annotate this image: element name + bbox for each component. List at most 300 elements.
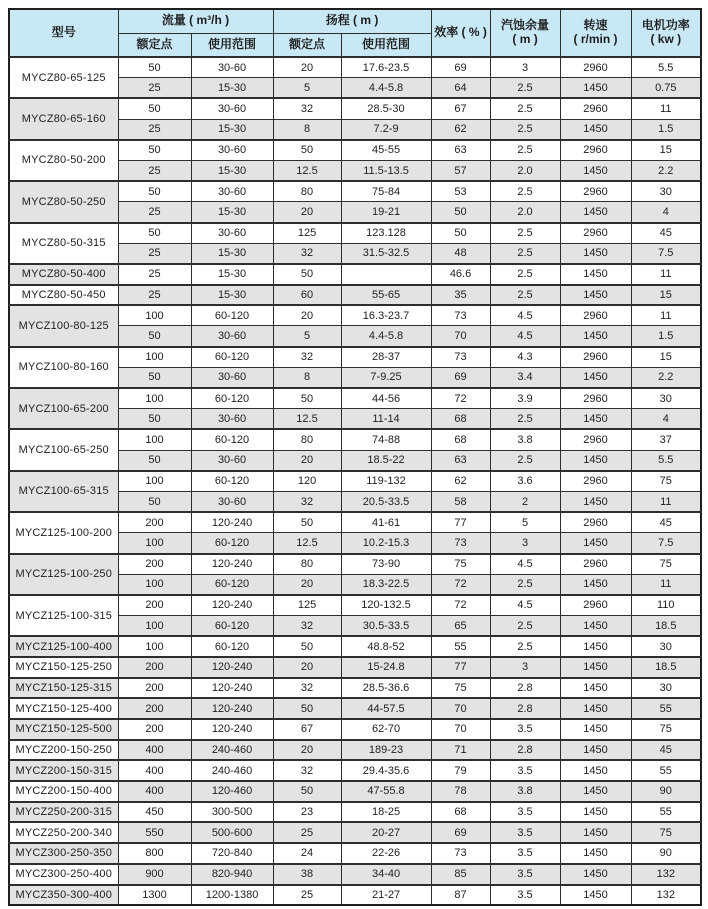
flow-range-cell: 820-940 bbox=[191, 864, 273, 885]
power-cell: 2.2 bbox=[631, 367, 701, 388]
flow-rated-cell: 450 bbox=[118, 802, 191, 823]
npsh-cell: 3.5 bbox=[490, 802, 560, 823]
flow-rated-cell: 100 bbox=[118, 574, 191, 595]
head-rated-cell: 24 bbox=[273, 843, 341, 864]
npsh-cell: 3.5 bbox=[490, 719, 560, 740]
power-cell: 15 bbox=[631, 140, 701, 161]
head-range-cell: 75-84 bbox=[341, 181, 431, 202]
head-range-cell: 18-25 bbox=[341, 802, 431, 823]
flow-rated-cell: 50 bbox=[118, 98, 191, 119]
table-row bbox=[9, 698, 701, 719]
head-range-cell: 31.5-32.5 bbox=[341, 243, 431, 264]
speed-cell: 1450 bbox=[560, 160, 631, 181]
head-rated-cell: 50 bbox=[273, 636, 341, 657]
header-speed-line2: ( r/min ) bbox=[573, 32, 618, 46]
table-row bbox=[9, 595, 701, 616]
head-range-cell: 55-65 bbox=[341, 285, 431, 306]
table-row bbox=[9, 843, 701, 864]
head-range-cell: 74-88 bbox=[341, 429, 431, 450]
speed-cell: 2960 bbox=[560, 223, 631, 244]
table-row bbox=[9, 885, 701, 906]
power-cell: 30 bbox=[631, 181, 701, 202]
head-rated-cell: 67 bbox=[273, 719, 341, 740]
flow-range-cell: 120-240 bbox=[191, 698, 273, 719]
model-cell: MYCZ100-80-125 bbox=[9, 305, 118, 346]
efficiency-cell: 69 bbox=[431, 822, 490, 843]
header-npsh bbox=[490, 9, 560, 57]
speed-cell: 1450 bbox=[560, 740, 631, 761]
head-range-cell: 16.3-23.7 bbox=[341, 305, 431, 326]
flow-range-cell: 60-120 bbox=[191, 429, 273, 450]
efficiency-cell: 48 bbox=[431, 243, 490, 264]
power-cell: 1.5 bbox=[631, 326, 701, 347]
table-row bbox=[9, 181, 701, 202]
head-range-cell: 73-90 bbox=[341, 554, 431, 575]
header-efficiency: 效率 ( % ) bbox=[431, 9, 490, 57]
model-cell: MYCZ200-150-400 bbox=[9, 781, 118, 802]
power-cell: 30 bbox=[631, 388, 701, 409]
flow-range-cell: 240-460 bbox=[191, 740, 273, 761]
npsh-cell: 4.5 bbox=[490, 326, 560, 347]
flow-rated-cell: 50 bbox=[118, 491, 191, 512]
header-speed bbox=[560, 9, 631, 57]
power-cell: 110 bbox=[631, 595, 701, 616]
efficiency-cell: 77 bbox=[431, 512, 490, 533]
power-cell: 55 bbox=[631, 760, 701, 781]
power-cell: 7.5 bbox=[631, 243, 701, 264]
flow-rated-cell: 25 bbox=[118, 160, 191, 181]
speed-cell: 1450 bbox=[560, 678, 631, 699]
efficiency-cell: 75 bbox=[431, 678, 490, 699]
speed-cell: 1450 bbox=[560, 657, 631, 678]
flow-rated-cell: 400 bbox=[118, 740, 191, 761]
flow-rated-cell: 100 bbox=[118, 636, 191, 657]
model-cell: MYCZ100-65-315 bbox=[9, 471, 118, 512]
efficiency-cell: 78 bbox=[431, 781, 490, 802]
header-npsh-line2: ( m ) bbox=[512, 32, 538, 46]
speed-cell: 2960 bbox=[560, 388, 631, 409]
table-row bbox=[9, 760, 701, 781]
pump-spec-table bbox=[8, 8, 702, 906]
efficiency-cell: 70 bbox=[431, 719, 490, 740]
table-row bbox=[9, 554, 701, 575]
head-rated-cell: 32 bbox=[273, 347, 341, 368]
power-cell: 15 bbox=[631, 285, 701, 306]
flow-range-cell: 60-120 bbox=[191, 347, 273, 368]
table-body bbox=[9, 57, 701, 905]
efficiency-cell: 62 bbox=[431, 471, 490, 492]
flow-range-cell: 60-120 bbox=[191, 388, 273, 409]
header-power-line1: 电机功率 bbox=[641, 18, 690, 33]
efficiency-cell: 64 bbox=[431, 78, 490, 99]
npsh-cell: 3 bbox=[490, 57, 560, 78]
head-range-cell: 18.5-22 bbox=[341, 450, 431, 471]
table-row bbox=[9, 636, 701, 657]
power-cell: 5.5 bbox=[631, 57, 701, 78]
head-rated-cell: 23 bbox=[273, 802, 341, 823]
npsh-cell: 5 bbox=[490, 512, 560, 533]
speed-cell: 1450 bbox=[560, 864, 631, 885]
efficiency-cell: 50 bbox=[431, 202, 490, 223]
table-row bbox=[9, 285, 701, 306]
table-header bbox=[9, 9, 701, 57]
npsh-cell: 2.5 bbox=[490, 450, 560, 471]
flow-rated-cell: 200 bbox=[118, 595, 191, 616]
efficiency-cell: 65 bbox=[431, 616, 490, 637]
speed-cell: 1450 bbox=[560, 243, 631, 264]
flow-rated-cell: 900 bbox=[118, 864, 191, 885]
npsh-cell: 4.5 bbox=[490, 554, 560, 575]
power-cell: 45 bbox=[631, 512, 701, 533]
power-cell: 2.2 bbox=[631, 160, 701, 181]
head-rated-cell: 80 bbox=[273, 554, 341, 575]
power-cell: 75 bbox=[631, 554, 701, 575]
flow-rated-cell: 800 bbox=[118, 843, 191, 864]
efficiency-cell: 58 bbox=[431, 491, 490, 512]
npsh-cell: 3.4 bbox=[490, 367, 560, 388]
head-rated-cell: 50 bbox=[273, 512, 341, 533]
table-row bbox=[9, 657, 701, 678]
flow-range-cell: 15-30 bbox=[191, 264, 273, 285]
head-range-cell: 11.5-13.5 bbox=[341, 160, 431, 181]
head-rated-cell: 32 bbox=[273, 760, 341, 781]
efficiency-cell: 68 bbox=[431, 802, 490, 823]
npsh-cell: 2.5 bbox=[490, 78, 560, 99]
efficiency-cell: 87 bbox=[431, 885, 490, 906]
table-row bbox=[9, 678, 701, 699]
table-row bbox=[9, 388, 701, 409]
efficiency-cell: 68 bbox=[431, 409, 490, 430]
npsh-cell: 2.5 bbox=[490, 119, 560, 140]
flow-range-cell: 15-30 bbox=[191, 202, 273, 223]
efficiency-cell: 69 bbox=[431, 367, 490, 388]
speed-cell: 2960 bbox=[560, 181, 631, 202]
flow-rated-cell: 400 bbox=[118, 760, 191, 781]
model-cell: MYCZ80-50-200 bbox=[9, 140, 118, 181]
power-cell: 132 bbox=[631, 885, 701, 906]
power-cell: 18.5 bbox=[631, 657, 701, 678]
head-rated-cell: 120 bbox=[273, 471, 341, 492]
head-range-cell: 44-56 bbox=[341, 388, 431, 409]
head-range-cell: 34-40 bbox=[341, 864, 431, 885]
table-row bbox=[9, 822, 701, 843]
speed-cell: 1450 bbox=[560, 491, 631, 512]
head-range-cell: 189-23 bbox=[341, 740, 431, 761]
speed-cell: 1450 bbox=[560, 119, 631, 140]
flow-rated-cell: 100 bbox=[118, 305, 191, 326]
head-rated-cell: 20 bbox=[273, 657, 341, 678]
head-range-cell: 19-21 bbox=[341, 202, 431, 223]
head-rated-cell: 20 bbox=[273, 202, 341, 223]
head-rated-cell: 80 bbox=[273, 429, 341, 450]
header-head-range: 使用范围 bbox=[341, 33, 431, 57]
npsh-cell: 2 bbox=[490, 491, 560, 512]
speed-cell: 2960 bbox=[560, 57, 631, 78]
head-range-cell: 7.2-9 bbox=[341, 119, 431, 140]
head-rated-cell: 12.5 bbox=[273, 160, 341, 181]
speed-cell: 2960 bbox=[560, 429, 631, 450]
model-cell: MYCZ350-300-400 bbox=[9, 885, 118, 906]
table-row bbox=[9, 223, 701, 244]
model-cell: MYCZ80-50-400 bbox=[9, 264, 118, 285]
power-cell: 75 bbox=[631, 471, 701, 492]
npsh-cell: 3.5 bbox=[490, 864, 560, 885]
npsh-cell: 2.5 bbox=[490, 140, 560, 161]
efficiency-cell: 62 bbox=[431, 119, 490, 140]
flow-range-cell: 30-60 bbox=[191, 98, 273, 119]
head-range-cell: 28-37 bbox=[341, 347, 431, 368]
head-rated-cell: 125 bbox=[273, 595, 341, 616]
efficiency-cell: 55 bbox=[431, 636, 490, 657]
head-range-cell: 10.2-15.3 bbox=[341, 533, 431, 554]
speed-cell: 2960 bbox=[560, 554, 631, 575]
head-rated-cell: 12.5 bbox=[273, 533, 341, 554]
power-cell: 5.5 bbox=[631, 450, 701, 471]
power-cell: 4 bbox=[631, 202, 701, 223]
flow-rated-cell: 50 bbox=[118, 409, 191, 430]
header-head-group: 扬程 ( m ) bbox=[273, 9, 431, 33]
power-cell: 11 bbox=[631, 305, 701, 326]
npsh-cell: 4.5 bbox=[490, 595, 560, 616]
flow-range-cell: 120-240 bbox=[191, 719, 273, 740]
model-cell: MYCZ80-65-125 bbox=[9, 57, 118, 98]
head-range-cell: 45-55 bbox=[341, 140, 431, 161]
flow-range-cell: 60-120 bbox=[191, 533, 273, 554]
npsh-cell: 2.8 bbox=[490, 678, 560, 699]
power-cell: 90 bbox=[631, 843, 701, 864]
head-range-cell: 123.128 bbox=[341, 223, 431, 244]
table-row bbox=[9, 98, 701, 119]
table-row bbox=[9, 781, 701, 802]
npsh-cell: 2.5 bbox=[490, 243, 560, 264]
head-range-cell: 22-26 bbox=[341, 843, 431, 864]
head-rated-cell: 80 bbox=[273, 181, 341, 202]
flow-rated-cell: 25 bbox=[118, 264, 191, 285]
flow-rated-cell: 50 bbox=[118, 326, 191, 347]
flow-range-cell: 120-240 bbox=[191, 512, 273, 533]
head-range-cell: 28.5-30 bbox=[341, 98, 431, 119]
head-range-cell: 15-24.8 bbox=[341, 657, 431, 678]
flow-rated-cell: 100 bbox=[118, 616, 191, 637]
flow-rated-cell: 50 bbox=[118, 367, 191, 388]
speed-cell: 1450 bbox=[560, 781, 631, 802]
head-range-cell: 47-55.8 bbox=[341, 781, 431, 802]
efficiency-cell: 46.6 bbox=[431, 264, 490, 285]
power-cell: 75 bbox=[631, 822, 701, 843]
flow-rated-cell: 50 bbox=[118, 450, 191, 471]
npsh-cell: 3 bbox=[490, 533, 560, 554]
power-cell: 90 bbox=[631, 781, 701, 802]
efficiency-cell: 79 bbox=[431, 760, 490, 781]
head-rated-cell: 20 bbox=[273, 305, 341, 326]
flow-range-cell: 120-240 bbox=[191, 657, 273, 678]
flow-range-cell: 720-840 bbox=[191, 843, 273, 864]
flow-range-cell: 240-460 bbox=[191, 760, 273, 781]
efficiency-cell: 75 bbox=[431, 554, 490, 575]
speed-cell: 1450 bbox=[560, 802, 631, 823]
speed-cell: 1450 bbox=[560, 698, 631, 719]
table-row bbox=[9, 512, 701, 533]
model-cell: MYCZ125-100-400 bbox=[9, 636, 118, 657]
head-rated-cell: 5 bbox=[273, 326, 341, 347]
flow-range-cell: 30-60 bbox=[191, 450, 273, 471]
flow-range-cell: 60-120 bbox=[191, 305, 273, 326]
flow-rated-cell: 25 bbox=[118, 285, 191, 306]
efficiency-cell: 71 bbox=[431, 740, 490, 761]
flow-range-cell: 30-60 bbox=[191, 140, 273, 161]
power-cell: 75 bbox=[631, 719, 701, 740]
head-range-cell: 21-27 bbox=[341, 885, 431, 906]
head-range-cell: 17.6-23.5 bbox=[341, 57, 431, 78]
flow-rated-cell: 25 bbox=[118, 243, 191, 264]
npsh-cell: 2.5 bbox=[490, 409, 560, 430]
speed-cell: 2960 bbox=[560, 98, 631, 119]
power-cell: 4 bbox=[631, 409, 701, 430]
flow-rated-cell: 200 bbox=[118, 554, 191, 575]
speed-cell: 2960 bbox=[560, 140, 631, 161]
model-cell: MYCZ200-150-250 bbox=[9, 740, 118, 761]
npsh-cell: 3.5 bbox=[490, 822, 560, 843]
head-rated-cell: 32 bbox=[273, 491, 341, 512]
header-flow-group: 流量 ( m³/h ) bbox=[118, 9, 273, 33]
npsh-cell: 3.8 bbox=[490, 429, 560, 450]
flow-range-cell: 15-30 bbox=[191, 243, 273, 264]
model-cell: MYCZ80-65-160 bbox=[9, 98, 118, 139]
head-rated-cell: 20 bbox=[273, 574, 341, 595]
efficiency-cell: 57 bbox=[431, 160, 490, 181]
speed-cell: 1450 bbox=[560, 264, 631, 285]
model-cell: MYCZ150-125-500 bbox=[9, 719, 118, 740]
npsh-cell: 2.5 bbox=[490, 264, 560, 285]
power-cell: 11 bbox=[631, 491, 701, 512]
head-rated-cell: 32 bbox=[273, 678, 341, 699]
efficiency-cell: 72 bbox=[431, 595, 490, 616]
power-cell: 7.5 bbox=[631, 533, 701, 554]
model-cell: MYCZ250-200-340 bbox=[9, 822, 118, 843]
npsh-cell: 2.5 bbox=[490, 285, 560, 306]
speed-cell: 1450 bbox=[560, 78, 631, 99]
head-range-cell: 29.4-35.6 bbox=[341, 760, 431, 781]
flow-range-cell: 60-120 bbox=[191, 471, 273, 492]
head-rated-cell: 12.5 bbox=[273, 409, 341, 430]
flow-rated-cell: 200 bbox=[118, 512, 191, 533]
head-rated-cell: 50 bbox=[273, 140, 341, 161]
flow-rated-cell: 100 bbox=[118, 429, 191, 450]
table-row bbox=[9, 719, 701, 740]
speed-cell: 1450 bbox=[560, 409, 631, 430]
flow-rated-cell: 25 bbox=[118, 78, 191, 99]
head-range-cell: 48.8-52 bbox=[341, 636, 431, 657]
head-rated-cell: 20 bbox=[273, 740, 341, 761]
head-range-cell: 18.3-22.5 bbox=[341, 574, 431, 595]
head-range-cell: 7-9.25 bbox=[341, 367, 431, 388]
flow-rated-cell: 400 bbox=[118, 781, 191, 802]
efficiency-cell: 85 bbox=[431, 864, 490, 885]
model-cell: MYCZ150-125-400 bbox=[9, 698, 118, 719]
flow-rated-cell: 25 bbox=[118, 202, 191, 223]
flow-rated-cell: 100 bbox=[118, 388, 191, 409]
flow-range-cell: 15-30 bbox=[191, 285, 273, 306]
head-range-cell: 4.4-5.8 bbox=[341, 326, 431, 347]
head-range-cell: 20.5-33.5 bbox=[341, 491, 431, 512]
efficiency-cell: 73 bbox=[431, 533, 490, 554]
power-cell: 18.5 bbox=[631, 616, 701, 637]
speed-cell: 1450 bbox=[560, 574, 631, 595]
head-range-cell: 11-14 bbox=[341, 409, 431, 430]
head-range-cell: 20-27 bbox=[341, 822, 431, 843]
speed-cell: 2960 bbox=[560, 512, 631, 533]
head-rated-cell: 125 bbox=[273, 223, 341, 244]
efficiency-cell: 73 bbox=[431, 843, 490, 864]
flow-range-cell: 1200-1380 bbox=[191, 885, 273, 906]
flow-rated-cell: 25 bbox=[118, 119, 191, 140]
speed-cell: 2960 bbox=[560, 595, 631, 616]
speed-cell: 2960 bbox=[560, 347, 631, 368]
header-model: 型号 bbox=[9, 9, 118, 57]
efficiency-cell: 68 bbox=[431, 429, 490, 450]
header-power bbox=[631, 9, 701, 57]
npsh-cell: 2.5 bbox=[490, 636, 560, 657]
speed-cell: 1450 bbox=[560, 760, 631, 781]
table-row bbox=[9, 140, 701, 161]
npsh-cell: 3.5 bbox=[490, 843, 560, 864]
flow-rated-cell: 200 bbox=[118, 657, 191, 678]
efficiency-cell: 69 bbox=[431, 57, 490, 78]
model-cell: MYCZ100-80-160 bbox=[9, 347, 118, 388]
head-range-cell: 62-70 bbox=[341, 719, 431, 740]
head-rated-cell: 25 bbox=[273, 822, 341, 843]
efficiency-cell: 73 bbox=[431, 347, 490, 368]
head-rated-cell: 32 bbox=[273, 616, 341, 637]
head-rated-cell: 32 bbox=[273, 98, 341, 119]
efficiency-cell: 70 bbox=[431, 326, 490, 347]
power-cell: 30 bbox=[631, 636, 701, 657]
flow-range-cell: 300-500 bbox=[191, 802, 273, 823]
flow-range-cell: 30-60 bbox=[191, 57, 273, 78]
speed-cell: 1450 bbox=[560, 885, 631, 906]
flow-rated-cell: 1300 bbox=[118, 885, 191, 906]
flow-rated-cell: 200 bbox=[118, 698, 191, 719]
speed-cell: 1450 bbox=[560, 822, 631, 843]
speed-cell: 1450 bbox=[560, 202, 631, 223]
flow-range-cell: 120-460 bbox=[191, 781, 273, 802]
model-cell: MYCZ150-125-250 bbox=[9, 657, 118, 678]
model-cell: MYCZ80-50-250 bbox=[9, 181, 118, 222]
npsh-cell: 2.5 bbox=[490, 616, 560, 637]
flow-range-cell: 500-600 bbox=[191, 822, 273, 843]
head-rated-cell: 8 bbox=[273, 367, 341, 388]
flow-range-cell: 60-120 bbox=[191, 574, 273, 595]
flow-range-cell: 60-120 bbox=[191, 616, 273, 637]
npsh-cell: 2.5 bbox=[490, 223, 560, 244]
table-row bbox=[9, 864, 701, 885]
model-cell: MYCZ100-65-250 bbox=[9, 429, 118, 470]
head-range-cell: 28.5-36.6 bbox=[341, 678, 431, 699]
speed-cell: 1450 bbox=[560, 285, 631, 306]
head-range-cell: 119-132 bbox=[341, 471, 431, 492]
speed-cell: 1450 bbox=[560, 843, 631, 864]
flow-rated-cell: 200 bbox=[118, 678, 191, 699]
npsh-cell: 3.9 bbox=[490, 388, 560, 409]
head-range-cell: 44-57.5 bbox=[341, 698, 431, 719]
flow-rated-cell: 550 bbox=[118, 822, 191, 843]
flow-range-cell: 15-30 bbox=[191, 78, 273, 99]
flow-range-cell: 120-240 bbox=[191, 595, 273, 616]
header-row-1 bbox=[9, 9, 701, 33]
npsh-cell: 2.0 bbox=[490, 160, 560, 181]
table-row bbox=[9, 429, 701, 450]
npsh-cell: 3.5 bbox=[490, 885, 560, 906]
